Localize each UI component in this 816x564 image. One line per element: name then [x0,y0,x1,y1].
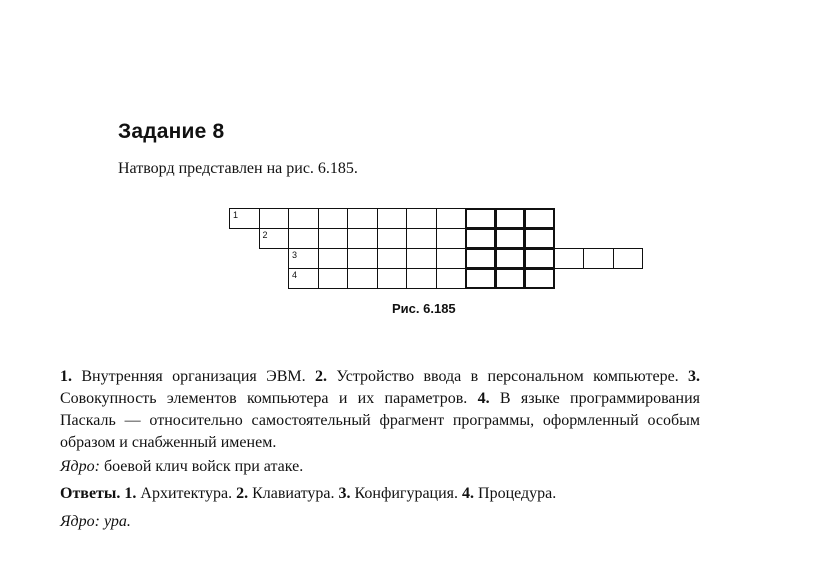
crossword-cell [288,228,319,249]
crossword-cell [583,248,614,269]
crossword-cell [436,228,467,249]
crossword-cell [377,248,408,269]
answer-3-text: Конфигурация. [354,485,459,502]
crossword-cell [524,248,555,269]
crossword-cell [554,248,585,269]
core-answer-label: Ядро: [60,513,100,530]
crossword-cell [347,228,378,249]
answer-4-number: 4. [462,485,475,502]
core-question-label: Ядро: [60,458,100,475]
crossword-cell [259,228,290,249]
crossword-cell [347,248,378,269]
crossword-cell [495,208,526,229]
crossword-cell [524,228,555,249]
crossword-cell [318,228,349,249]
crossword-cell [288,268,319,289]
crossword-cell [406,268,437,289]
task-title: Задание 8 [118,120,225,143]
core-question [60,456,700,478]
crossword-cell [318,268,349,289]
crossword-cell [347,268,378,289]
clues-paragraph [60,366,700,454]
crossword-row-number: 3 [292,250,298,260]
crossword-row-number: 1 [233,210,239,220]
answers-line [60,483,700,505]
crossword-cell [377,208,408,229]
answer-3-number: 3. [338,485,351,502]
answer-4-text: Процедура. [478,485,557,502]
crossword-cell [524,208,555,229]
answer-1-number: 1. [124,485,137,502]
answers-label: Ответы. [60,485,121,502]
crossword-cell [377,268,408,289]
crossword-cell [229,208,260,229]
crossword-cell [495,268,526,289]
crossword-cell [406,248,437,269]
core-question-text: боевой клич войск при атаке. [103,458,304,475]
crossword-row-number: 4 [292,270,298,280]
clue-3-number: 3. [688,368,701,385]
answer-2-number: 2. [236,485,249,502]
crossword-cell [613,248,644,269]
crossword-cell [465,248,496,269]
clue-3-text: Совокупность элементов компьютера и их параметров. [60,390,468,407]
clue-1-text: Внутренняя организация ЭВМ. [81,368,306,385]
crossword-cell [318,208,349,229]
clue-1-number: 1. [60,368,72,385]
crossword-cell [465,228,496,249]
crossword-cell [495,228,526,249]
answer-2-text: Клавиатура. [252,485,335,502]
crossword-cell [436,208,467,229]
crossword-cell [436,248,467,269]
crossword-cell [347,208,378,229]
clue-4-number: 4. [477,390,490,407]
crossword-cell [377,228,408,249]
task-intro: Натворд представлен на рис. 6.185. [118,160,358,177]
crossword-cell [288,248,319,269]
crossword-cell [288,208,319,229]
crossword-cell [406,208,437,229]
clue-2-number: 2. [314,368,327,385]
crossword-cell [495,248,526,269]
crossword-cell [465,208,496,229]
crossword-cell [436,268,467,289]
crossword-row-number: 2 [262,230,268,240]
crossword-cell [524,268,555,289]
clue-2-text: Устройство ввода в персональном компьютере. [336,368,679,385]
figure-caption: Рис. 6.185 [392,301,456,316]
answer-1-text: Архитектура. [140,485,233,502]
core-answer [60,511,700,533]
clue-4-text: В языке программирования Паскаль — относительно самостоятельный фрагмент программы, оформленный особым образом и снабженный именем. [60,390,701,451]
crossword-cell [318,248,349,269]
crossword-cell [465,268,496,289]
core-answer-text: ура. [103,513,131,530]
crossword-cell [259,208,290,229]
crossword-cell [406,228,437,249]
